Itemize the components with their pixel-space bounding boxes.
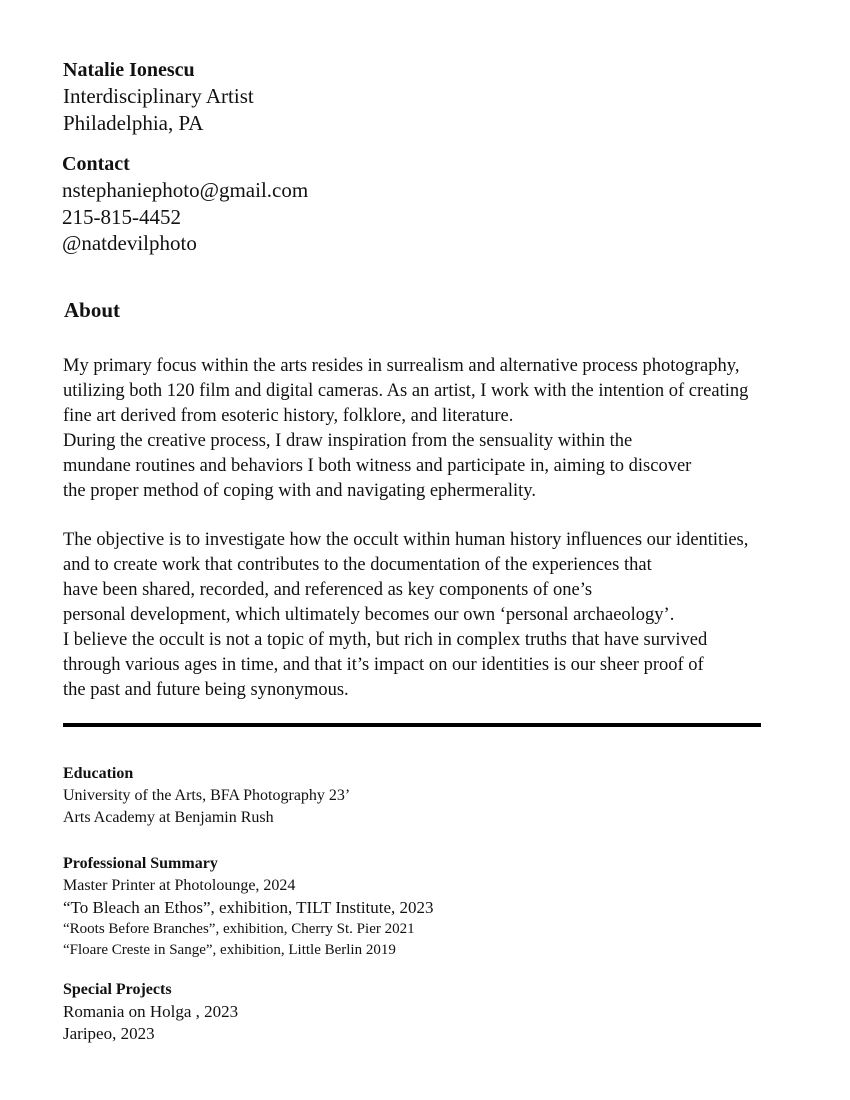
contact-block — [62, 151, 308, 257]
about-heading: About — [64, 298, 121, 322]
about-line: I believe the occult is not a topic of myth, but rich in complex truths that have survived — [63, 630, 708, 650]
special-project-item: Jaripeo, 2023 — [63, 1024, 155, 1043]
about-line: The objective is to investigate how the occult within human history influences our identities, — [63, 530, 749, 550]
about-paragraph-2 — [63, 528, 748, 703]
education-item: University of the Arts, BFA Photography 23’ — [63, 787, 351, 804]
about-paragraph-1 — [63, 354, 748, 504]
contact-email: nstephaniephoto@gmail.com — [62, 178, 309, 202]
professional-summary-heading: Professional Summary — [63, 855, 218, 872]
education-section — [63, 763, 350, 829]
contact-handle: @natdevilphoto — [62, 231, 197, 255]
education-item: Arts Academy at Benjamin Rush — [63, 809, 274, 826]
artist-title: Interdisciplinary Artist — [63, 84, 254, 108]
about-line: mundane routines and behaviors I both witness and participate in, aiming to discover — [63, 456, 692, 476]
artist-name: Natalie Ionescu — [63, 59, 195, 81]
section-divider — [63, 723, 761, 727]
about-line: the proper method of coping with and navigating ephermerality. — [63, 481, 536, 501]
about-line: and to create work that contributes to the documentation of the experiences that — [63, 555, 652, 575]
about-line: personal development, which ultimately becomes our own ‘personal archaeology’. — [63, 605, 675, 625]
special-projects-heading: Special Projects — [63, 981, 172, 998]
artist-location: Philadelphia, PA — [63, 111, 204, 135]
professional-item: “Roots Before Branches”, exhibition, Cherry St. Pier 2021 — [63, 921, 415, 937]
professional-item: “To Bleach an Ethos”, exhibition, TILT Institute, 2023 — [63, 898, 434, 917]
about-line: the past and future being synonymous. — [63, 680, 349, 700]
about-line: My primary focus within the arts resides in surrealism and alternative process photography, — [63, 356, 740, 376]
special-projects-section — [63, 979, 238, 1045]
about-line: During the creative process, I draw inspiration from the sensuality within the — [63, 431, 633, 451]
header-block — [63, 57, 254, 137]
about-line: fine art derived from esoteric history, folklore, and literature. — [63, 406, 514, 426]
about-line: utilizing both 120 film and digital cameras. As an artist, I work with the intention of creating — [63, 381, 749, 401]
contact-heading: Contact — [62, 153, 130, 175]
special-project-item: Romania on Holga , 2023 — [63, 1002, 239, 1021]
professional-summary-section — [63, 853, 434, 961]
professional-item: Master Printer at Photolounge, 2024 — [63, 877, 296, 894]
professional-item: “Floare Creste in Sange”, exhibition, Little Berlin 2019 — [63, 942, 396, 958]
about-line: through various ages in time, and that it’s impact on our identities is our sheer proof of — [63, 655, 704, 675]
about-line: have been shared, recorded, and referenced as key components of one’s — [63, 580, 593, 600]
education-heading: Education — [63, 765, 134, 782]
contact-phone: 215-815-4452 — [62, 204, 181, 229]
